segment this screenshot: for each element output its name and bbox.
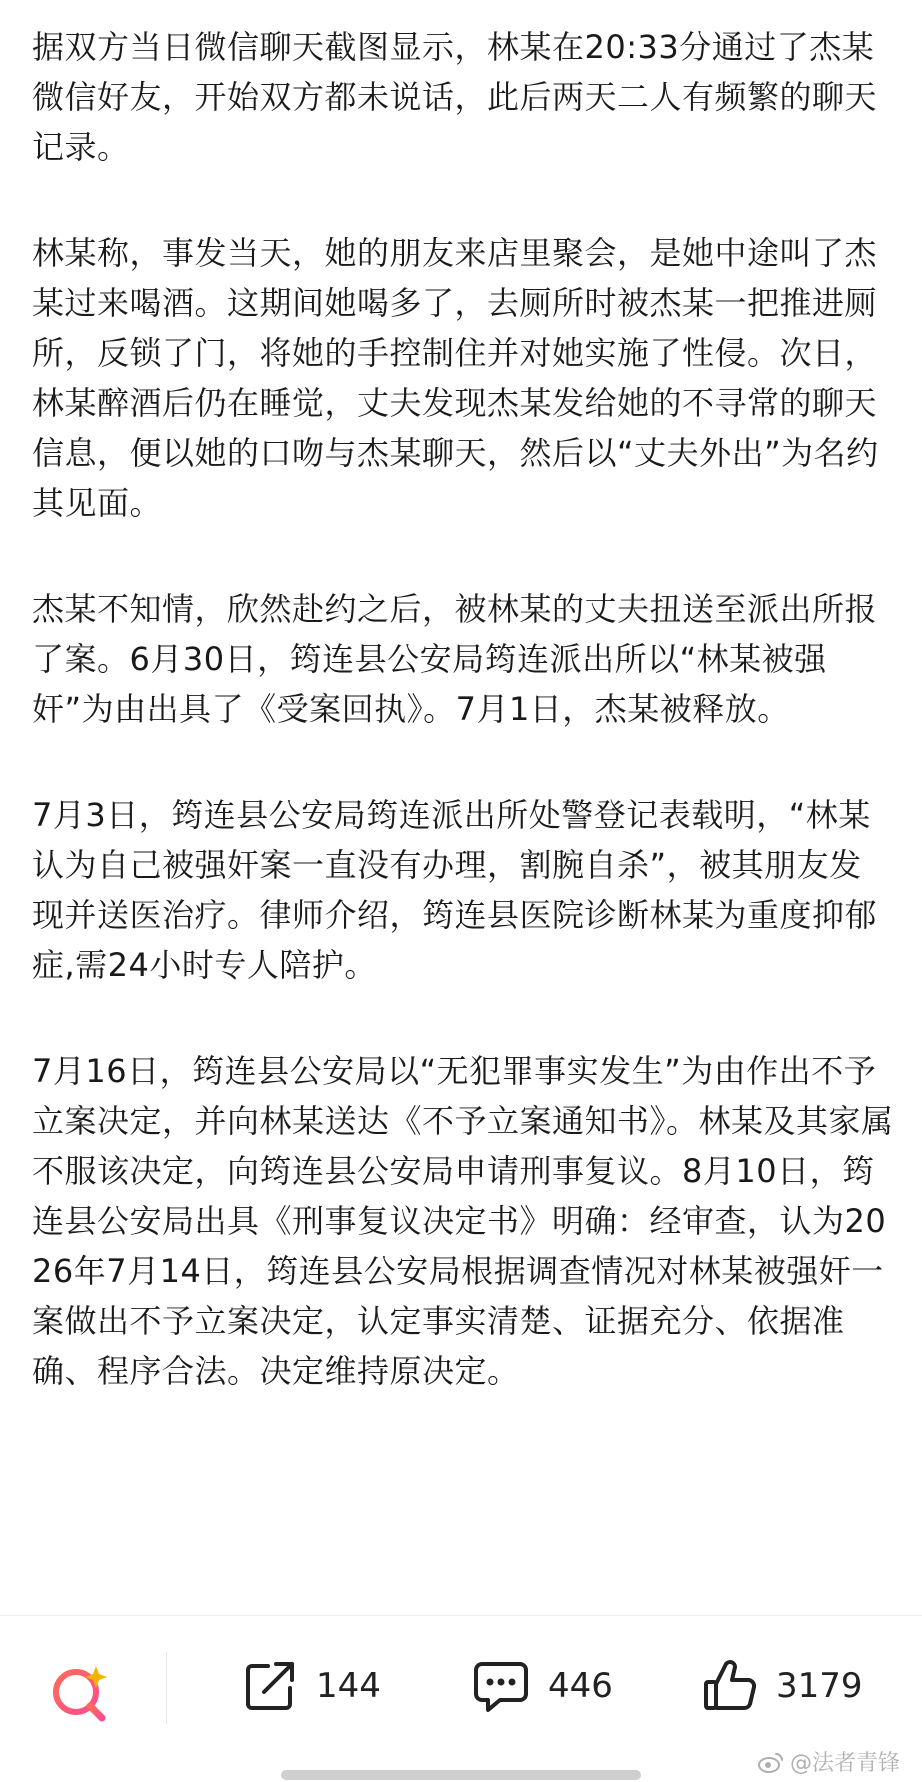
article-paragraph: 杰某不知情，欣然赴约之后，被林某的丈夫扭送至派出所报了案。6月30日，筠连县公安局筠连派出所以“林某被强奸”为由出具了《受案回执》。7月1日，杰某被释放。 bbox=[32, 590, 878, 728]
ai-search-button[interactable] bbox=[46, 1656, 118, 1728]
comment-count: 446 bbox=[548, 1666, 613, 1706]
bottom-action-bar bbox=[0, 1615, 922, 1746]
article-body bbox=[32, 22, 894, 1452]
watermark bbox=[758, 1746, 900, 1777]
article-paragraph: 7月3日，筠连县公安局筠连派出所处警登记表载明，“林某认为自己被强奸案一直没有办理，割腕自杀”，被其朋友发现并送医治疗。律师介绍，筠连县医院诊断林某为重度抑郁症,需24小时专人陪护。 bbox=[32, 796, 878, 984]
ai-search-icon bbox=[46, 1656, 118, 1728]
share-count: 144 bbox=[316, 1666, 381, 1706]
thumbs-up-icon bbox=[700, 1656, 760, 1716]
home-indicator[interactable] bbox=[281, 1770, 641, 1780]
share-button[interactable] bbox=[240, 1654, 381, 1718]
share-icon bbox=[240, 1656, 300, 1716]
article-paragraph: 林某称，事发当天，她的朋友来店里聚会，是她中途叫了杰某过来喝酒。这期间她喝多了，去厕所时被杰某一把推进厕所，反锁了门，将她的手控制住并对她实施了性侵。次日，林某醉酒后仍在睡觉，丈夫发现杰某发给她的不寻常的聊天信息，便以她的口吻与杰某聊天，然后以“丈夫外出”为名约其见面。 bbox=[32, 234, 879, 522]
comment-icon bbox=[470, 1656, 532, 1716]
like-button[interactable] bbox=[700, 1654, 863, 1718]
weibo-icon bbox=[758, 1751, 784, 1773]
like-count: 3179 bbox=[776, 1666, 863, 1706]
comment-button[interactable] bbox=[470, 1654, 613, 1718]
watermark-text: @法者青锋 bbox=[789, 1751, 900, 1776]
article-paragraph: 7月16日，筠连县公安局以“无犯罪事实发生”为由作出不予立案决定，并向林某送达《不予立案通知书》。林某及其家属不服该决定，向筠连县公安局申请刑事复议。8月10日，筠连县公安局出具《刑事复议决定书》明确：经审查，认为2026年7月14日，筠连县公安局根据调查情况对林某被强奸一案做出不予立案决定，认定事实清楚、证据充分、依据准确、程序合法。决定维持原决定。 bbox=[32, 1052, 894, 1390]
toolbar-divider bbox=[166, 1652, 167, 1724]
article-paragraph: 据双方当日微信聊天截图显示，林某在20:33分通过了杰某微信好友，开始双方都未说话，此后两天二人有频繁的聊天记录。 bbox=[32, 28, 878, 166]
